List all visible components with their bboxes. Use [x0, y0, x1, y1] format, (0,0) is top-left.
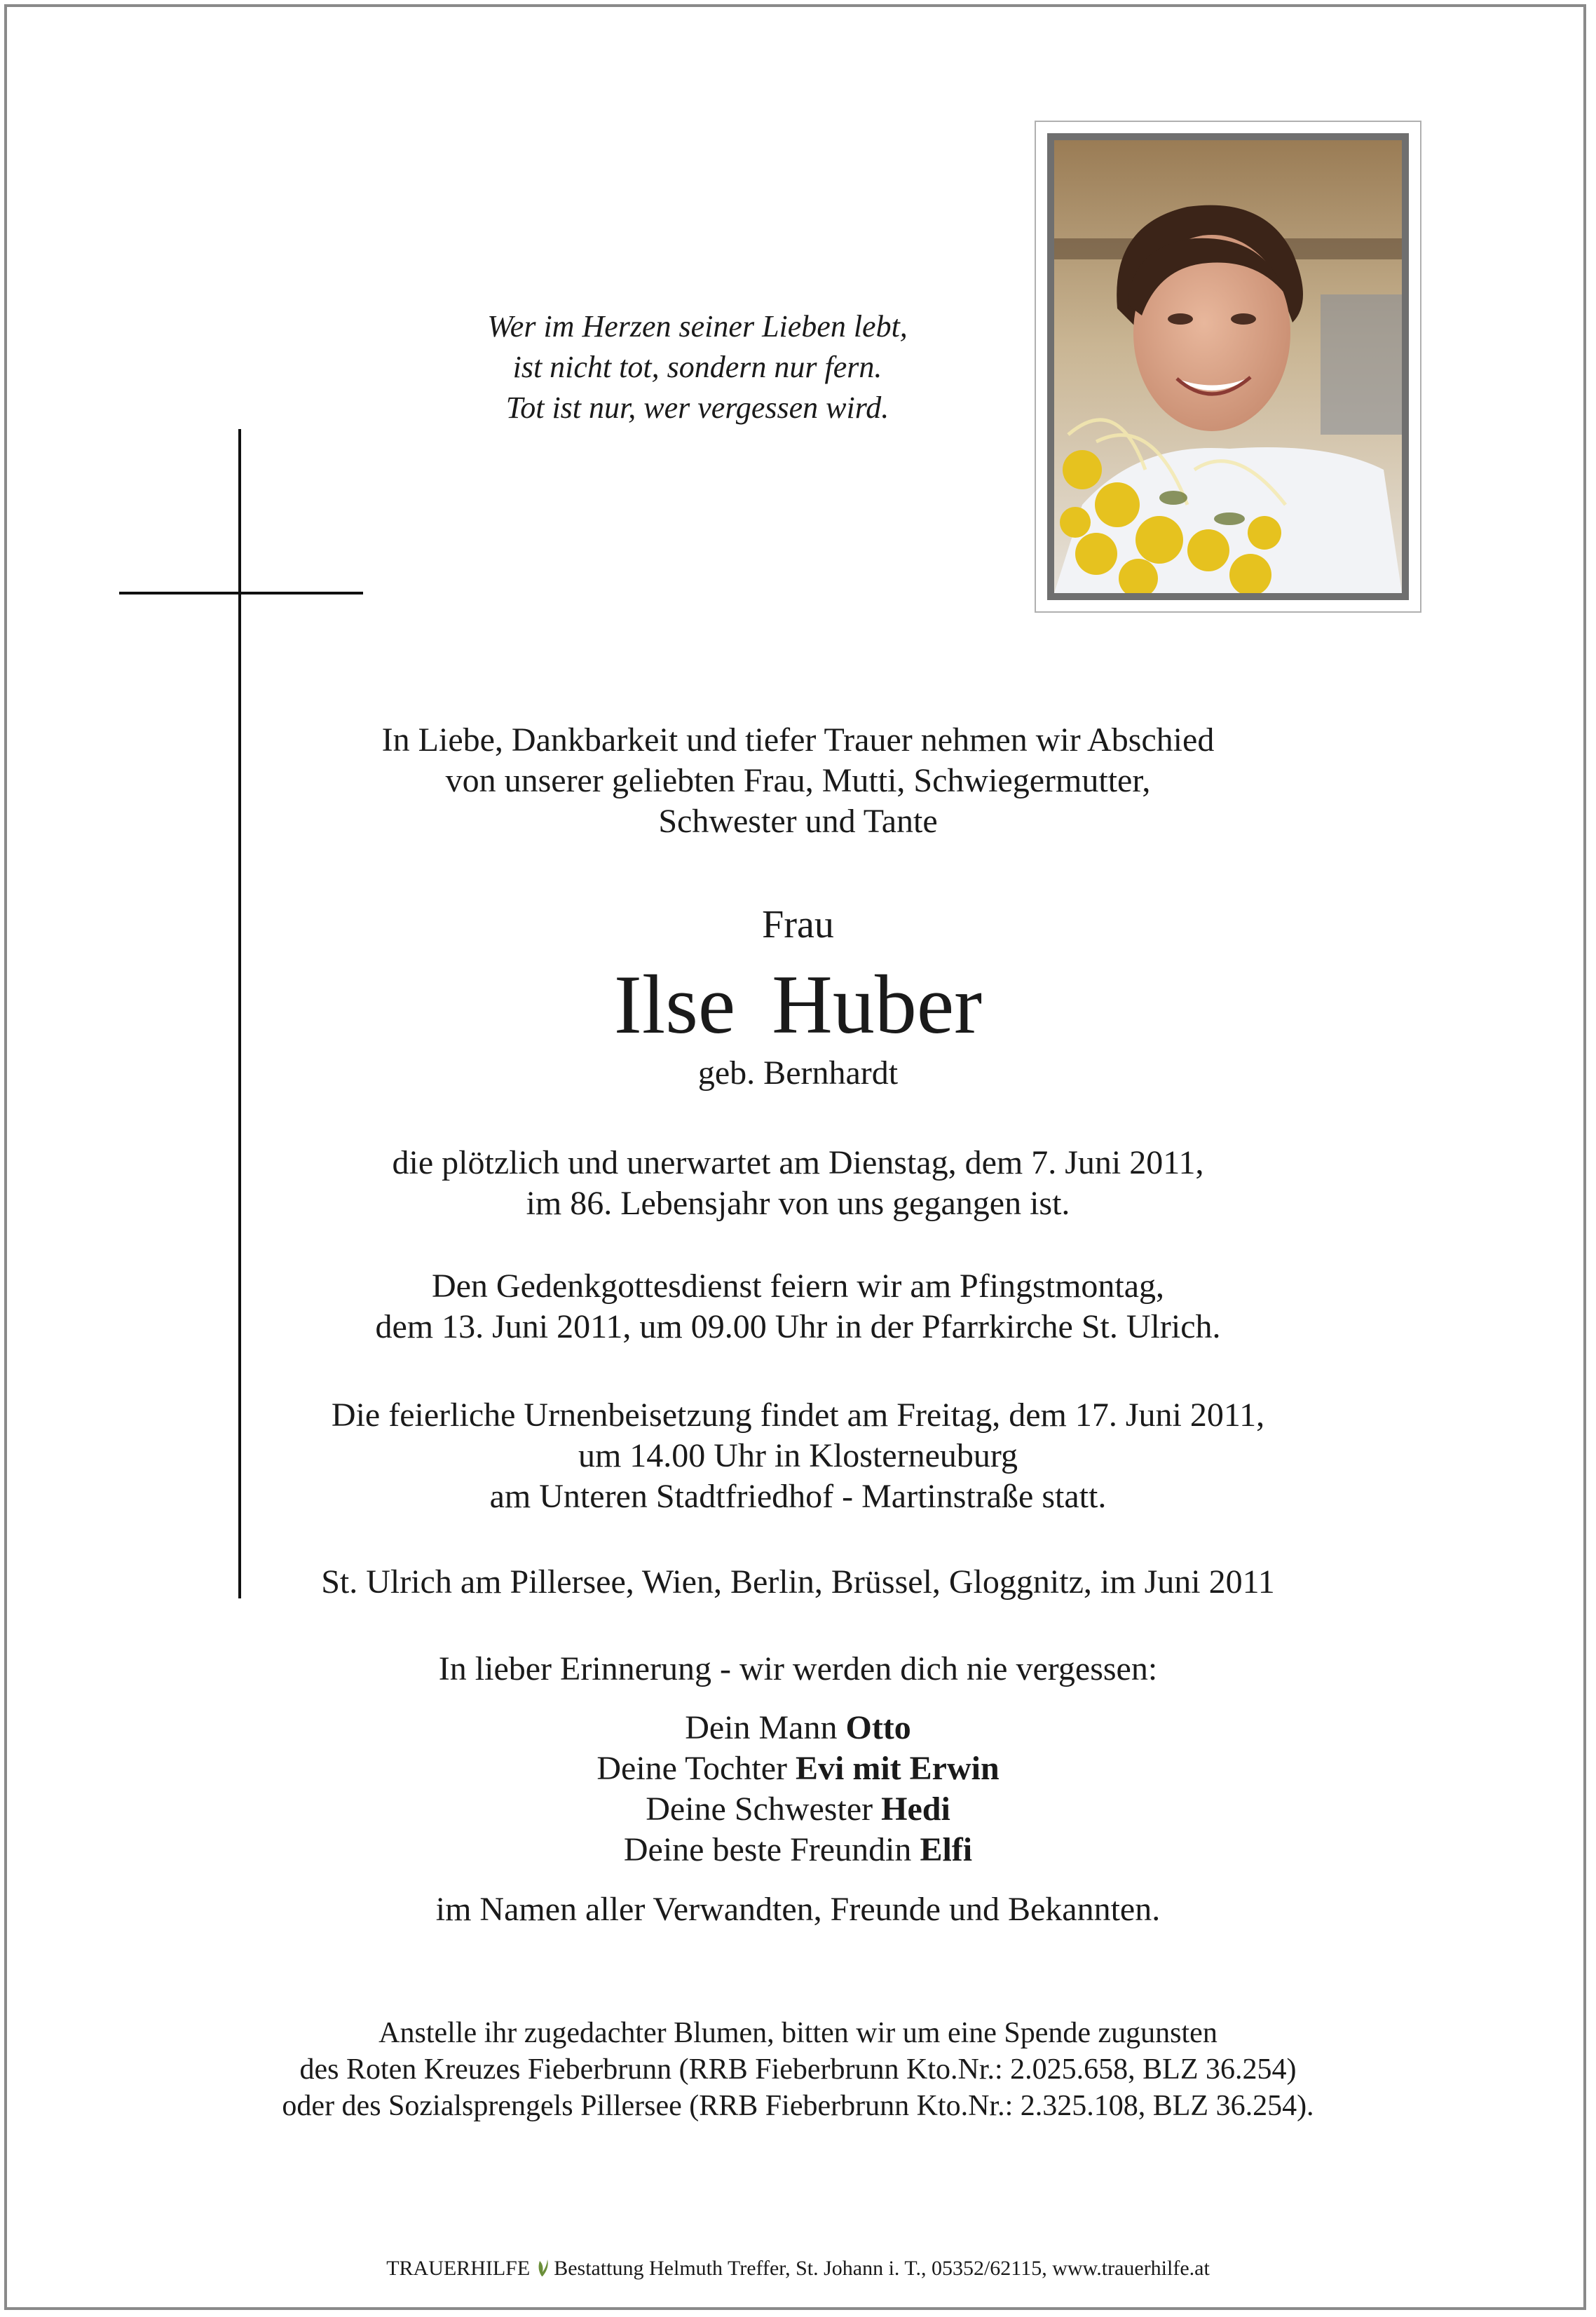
on-behalf: [0, 1889, 1596, 1930]
burial-line: Die feierliche Urnenbeisetzung findet am Freitag, dem 17. Juni 2011,: [331, 1397, 1265, 1434]
death-notice-line: die plötzlich und unerwartet am Dienstag, dem 7. Juni 2011,: [392, 1144, 1204, 1181]
mourner-relation: Deine beste Freundin: [623, 1831, 912, 1868]
places-date: [0, 1562, 1596, 1603]
birth-name-block: [0, 1053, 1596, 1094]
mourner-entry: [0, 1830, 1596, 1870]
mourner-entry: [0, 1789, 1596, 1830]
footer: [0, 2256, 1596, 2281]
intro-text: [0, 720, 1596, 842]
remembrance: [0, 1649, 1596, 1690]
portrait-photo: [1054, 140, 1402, 593]
intro-line: In Liebe, Dankbarkeit und tiefer Trauer nehmen wir Abschied: [381, 721, 1215, 759]
on-behalf-line: im Namen aller Verwandten, Freunde und Bekannten.: [435, 1891, 1161, 1928]
intro-line: Schwester und Tante: [658, 803, 938, 840]
mourner-relation: Deine Tochter: [596, 1750, 787, 1787]
deceased-name-block: [0, 959, 1596, 1050]
cross-horizontal-bar: [119, 592, 363, 594]
donation-line: oder des Sozialsprengels Pillersee (RRB Fieberbrunn Kto.Nr.: 2.325.108, BLZ 36.254).: [282, 2090, 1314, 2122]
motto-line: Tot ist nur, wer vergessen wird.: [505, 390, 889, 425]
places-line: St. Ulrich am Pillersee, Wien, Berlin, Brüssel, Gloggnitz, im Juni 2011: [321, 1563, 1275, 1601]
service-line: Den Gedenkgottesdienst feiern wir am Pfingstmontag,: [431, 1268, 1165, 1305]
portrait-frame: [1035, 121, 1421, 613]
salutation: Frau: [762, 903, 834, 946]
mourner-name: Elfi: [920, 1831, 973, 1868]
portrait-mat: [1047, 133, 1409, 600]
mourner-relation: Dein Mann: [685, 1709, 838, 1746]
intro-line: von unserer geliebten Frau, Mutti, Schwiegermutter,: [445, 762, 1151, 799]
mourner-entry: [0, 1708, 1596, 1748]
footer-brand: TRAUERHILFE: [386, 2257, 531, 2280]
motto-line: ist nicht tot, sondern nur fern.: [512, 350, 882, 384]
footer-line: [0, 2256, 1596, 2281]
memorial-motto: [421, 306, 974, 428]
deceased-block: [0, 904, 1596, 945]
death-notice: [0, 1143, 1596, 1224]
mourner-entry: [0, 1748, 1596, 1789]
leaf-icon: [534, 2257, 550, 2278]
urn-burial: [0, 1395, 1596, 1517]
birth-name: geb. Bernhardt: [697, 1054, 899, 1092]
service-line: dem 13. Juni 2011, um 09.00 Uhr in der Pfarrkirche St. Ulrich.: [375, 1308, 1221, 1345]
mourner-name: Evi mit Erwin: [795, 1750, 1000, 1787]
motto-line: Wer im Herzen seiner Lieben lebt,: [487, 309, 908, 344]
donation-line: Anstelle ihr zugedachter Blumen, bitten wir um eine Spende zugunsten: [378, 2017, 1218, 2049]
death-notice-line: im 86. Lebensjahr von uns gegangen ist.: [526, 1185, 1070, 1222]
deceased-name: Ilse Huber: [613, 958, 983, 1051]
footer-details: Bestattung Helmuth Treffer, St. Johann i. T., 05352/62115, www.trauerhilfe.at: [554, 2257, 1210, 2280]
mourners-list: [0, 1708, 1596, 1870]
burial-line: um 14.00 Uhr in Klosterneuburg: [578, 1437, 1018, 1474]
mourner-relation: Deine Schwester: [646, 1791, 873, 1828]
donation-request: [0, 2015, 1596, 2124]
burial-line: am Unteren Stadtfriedhof - Martinstraße statt.: [489, 1478, 1107, 1515]
mourner-name: Hedi: [881, 1791, 950, 1828]
mourner-name: Otto: [845, 1709, 911, 1746]
memorial-service: [0, 1266, 1596, 1347]
remembrance-line: In lieber Erinnerung - wir werden dich nie vergessen:: [438, 1650, 1158, 1687]
donation-line: des Roten Kreuzes Fieberbrunn (RRB Fieberbrunn Kto.Nr.: 2.025.658, BLZ 36.254): [299, 2053, 1297, 2086]
